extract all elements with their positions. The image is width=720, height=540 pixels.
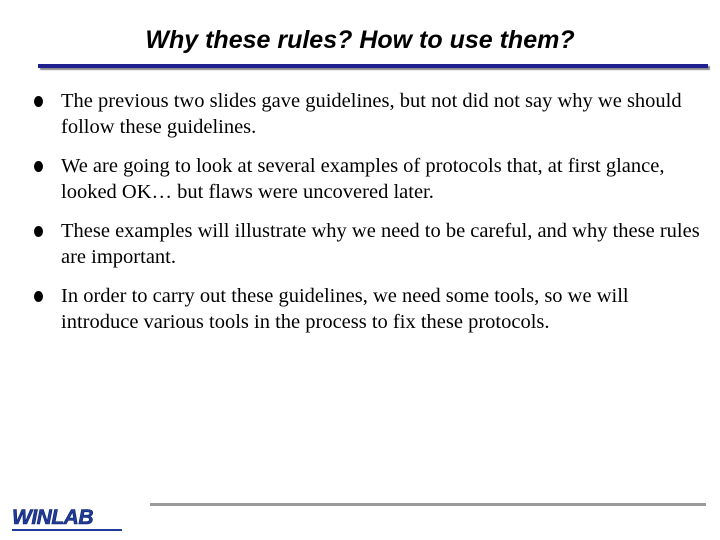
slide-title: Why these rules? How to use them? — [145, 26, 575, 54]
bullet-list — [34, 88, 704, 348]
bullet-item — [34, 153, 704, 205]
bullet-text: We are going to look at several examples of protocols that, at first glance, looked OK… but flaws were uncovered later. — [61, 155, 665, 203]
bullet-text: In order to carry out these guidelines, we need some tools, so we will introduce various tools in the process to fix these protocols. — [61, 285, 629, 333]
bullet-dot-icon — [34, 226, 43, 237]
bullet-dot-icon — [34, 291, 43, 302]
bullet-dot-icon — [34, 161, 43, 172]
bullet-item — [34, 88, 704, 140]
bullet-text: These examples will illustrate why we need to be careful, and why these rules are important. — [61, 220, 700, 268]
logo-wordmark: WINLAB — [12, 506, 93, 529]
footer-rule — [150, 503, 706, 506]
logo-tagline-bar — [12, 529, 122, 535]
bullet-text: The previous two slides gave guidelines, but not did not say why we should follow these guidelines. — [61, 90, 682, 138]
bullet-item — [34, 218, 704, 270]
bullet-dot-icon — [34, 96, 43, 107]
winlab-logo — [12, 508, 122, 536]
title-underline — [38, 64, 708, 68]
bullet-item — [34, 283, 704, 335]
